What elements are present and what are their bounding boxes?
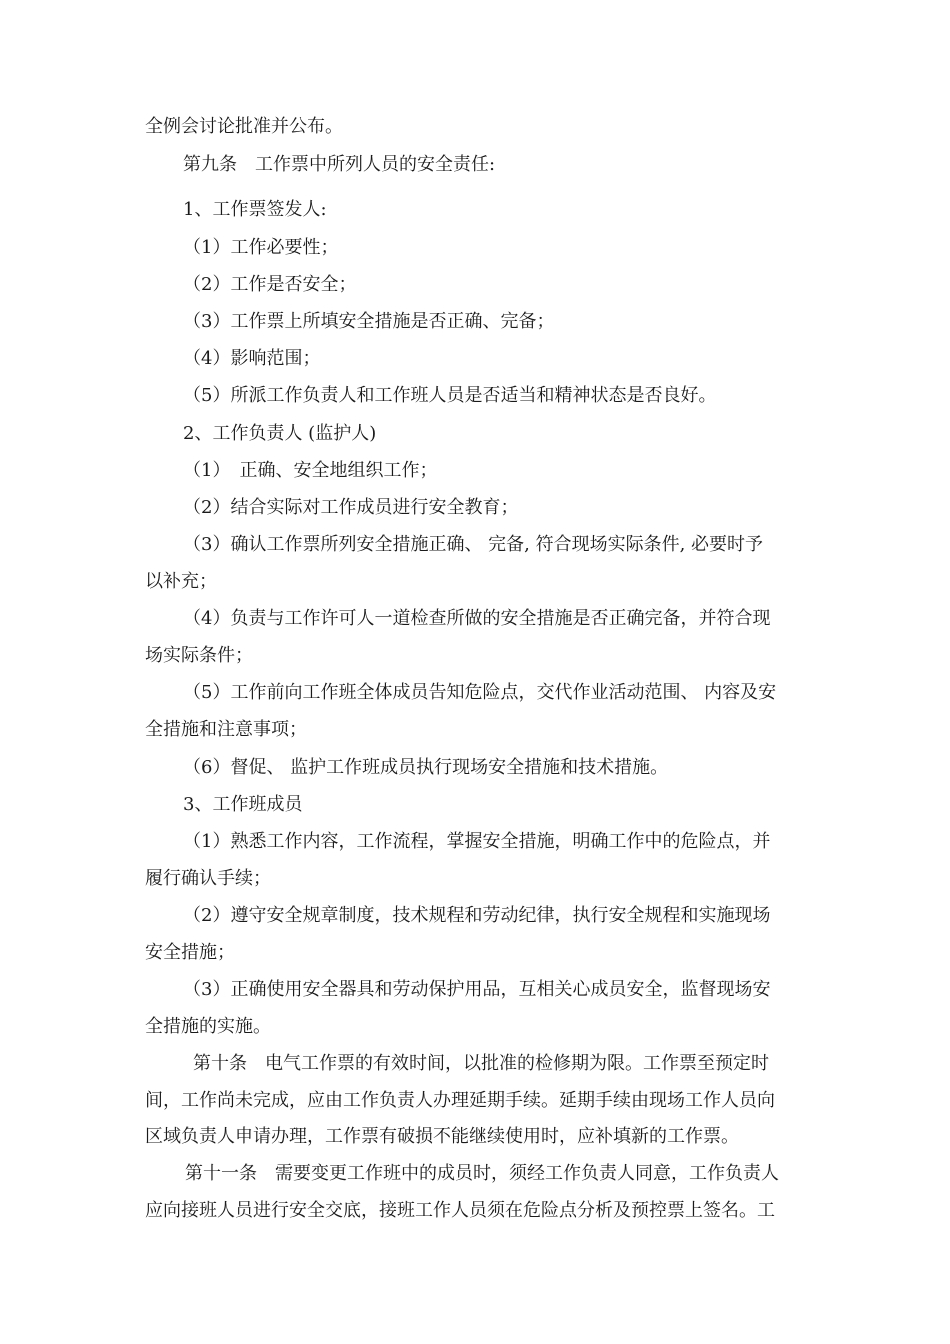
text-line: 履行确认手续； <box>145 868 271 889</box>
article-heading: 第九条 工作票中所列人员的安全责任: <box>183 154 496 175</box>
list-item: （6）督促、 监护工作班成员执行现场安全措施和技术措施。 <box>183 757 669 778</box>
text-line: 场实际条件； <box>145 645 253 666</box>
article-heading: 第十条 电气工作票的有效时间，以批准的检修期为限。工作票至预定时 <box>193 1053 769 1074</box>
text-line: 以补充； <box>145 571 217 592</box>
section-heading: 2、工作负责人 (监护人) <box>183 423 377 444</box>
section-heading: 3、工作班成员 <box>183 794 303 815</box>
list-item: （1）熟悉工作内容，工作流程，掌握安全措施，明确工作中的危险点，并 <box>183 831 771 852</box>
text-line: 全措施的实施。 <box>145 1016 271 1037</box>
section-heading: 1、工作票签发人: <box>183 199 327 220</box>
text-line: 全例会讨论批准并公布。 <box>145 116 343 137</box>
text-line: 全措施和注意事项； <box>145 719 307 740</box>
list-item: （3）工作票上所填安全措施是否正确、完备； <box>183 311 555 332</box>
article-heading: 第十一条 需要变更工作班中的成员时，须经工作负责人同意，工作负责人 <box>185 1163 779 1184</box>
text-line: 间，工作尚未完成，应由工作负责人办理延期手续。延期手续由现场工作人员向 <box>145 1090 775 1111</box>
list-item: （2）工作是否安全； <box>183 274 357 295</box>
list-item: （2）遵守安全规章制度，技术规程和劳动纪律，执行安全规程和实施现场 <box>183 905 771 926</box>
list-item: （4）负责与工作许可人一道检查所做的安全措施是否正确完备，并符合现 <box>183 608 771 629</box>
list-item: （1）工作必要性； <box>183 237 339 258</box>
list-item: （3）正确使用安全器具和劳动保护用品，互相关心成员安全，监督现场安 <box>183 979 771 1000</box>
text-line: 安全措施； <box>145 942 235 963</box>
list-item: （1） 正确、安全地组织工作； <box>183 460 438 481</box>
list-item: （5）所派工作负责人和工作班人员是否适当和精神状态是否良好。 <box>183 385 717 406</box>
list-item: （2）结合实际对工作成员进行安全教育； <box>183 497 519 518</box>
text-line: 应向接班人员进行安全交底，接班工作人员须在危险点分析及预控票上签名。工 <box>145 1200 775 1221</box>
text-line: 区域负责人申请办理，工作票有破损不能继续使用时，应补填新的工作票。 <box>145 1126 739 1147</box>
list-item: （5）工作前向工作班全体成员告知危险点，交代作业活动范围、 内容及安 <box>183 682 777 703</box>
list-item: （4）影响范围； <box>183 348 321 369</box>
list-item: （3）确认工作票所列安全措施正确、 完备, 符合现场实际条件, 必要时予 <box>183 534 764 555</box>
